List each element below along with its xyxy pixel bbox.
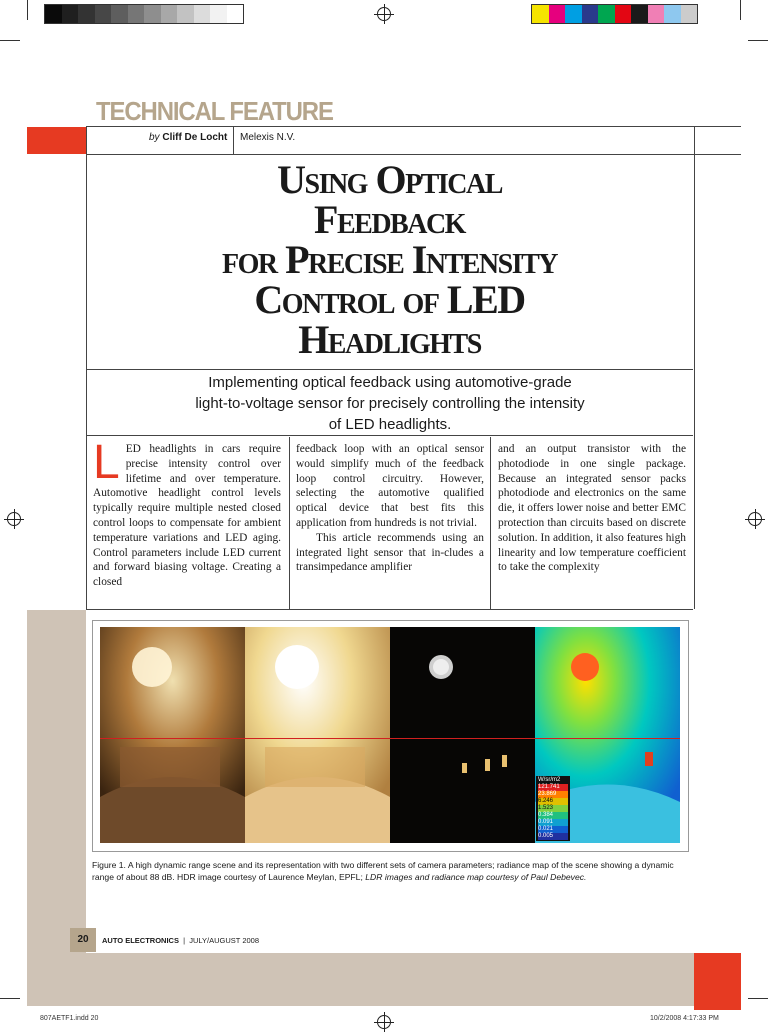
red-accent-block-top — [27, 127, 86, 154]
color-swatch — [565, 5, 582, 23]
gray-swatch — [144, 5, 161, 23]
cmyk-color-bar — [531, 4, 698, 24]
registration-mark-right — [748, 512, 762, 526]
gray-swatch — [45, 5, 62, 23]
beige-bottom-band — [27, 953, 741, 1006]
column-divider — [289, 437, 290, 609]
rule-title — [86, 369, 693, 370]
registration-mark-left — [7, 512, 21, 526]
page-number: 20 — [70, 928, 96, 952]
color-swatch — [532, 5, 549, 23]
byline-by: by — [149, 132, 160, 143]
crop-mark — [748, 998, 768, 999]
figure-panel-ldr-dark — [100, 627, 245, 843]
gray-swatch — [161, 5, 178, 23]
deck-line: light-to-voltage sensor for precisely controlling the intensity — [195, 395, 585, 412]
legend-value: 0.091 — [538, 819, 568, 826]
crop-mark — [740, 0, 741, 20]
color-swatch — [681, 5, 698, 23]
caption-credit: LDR images and radiance map courtesy of Paul Debevec. — [365, 872, 587, 882]
title-line: Control of LED — [254, 277, 525, 322]
crop-mark — [0, 998, 20, 999]
color-swatch — [549, 5, 566, 23]
byline — [149, 132, 227, 143]
article-title — [88, 157, 691, 362]
gray-swatch — [78, 5, 95, 23]
color-swatch — [598, 5, 615, 23]
body-paragraph: and an output transistor with the photodiode in one single package. Because an integrated sensor packs photodiode and electronics on the same die, it offers lower noise and better EMC protection than circuits based on discrete solution. In addition, it also features high linearity and low temperature coefficient to take the complexity — [498, 443, 686, 574]
body-column-3 — [498, 442, 686, 575]
gray-swatch — [177, 5, 194, 23]
legend-value: 23.869 — [538, 791, 568, 798]
body-column-2 — [296, 442, 484, 575]
drop-cap: L — [93, 436, 120, 489]
grayscale-color-bar — [44, 4, 244, 24]
rule-deck — [86, 435, 693, 436]
rule-body — [86, 609, 693, 610]
body-paragraph: This article recommends using an integrated light sensor that in-cludes a transimpedance amplifier — [296, 531, 484, 574]
publication-name: AUTO ELECTRONICS — [102, 936, 179, 945]
legend-value: 1.523 — [538, 805, 568, 812]
gray-swatch — [227, 5, 244, 23]
article-deck — [110, 372, 670, 435]
legend-title: W/sr/m2 — [538, 777, 561, 783]
title-line: Feedback — [314, 197, 465, 242]
figure-panel-dark-exposure — [390, 627, 535, 843]
gray-swatch — [194, 5, 211, 23]
file-slug: 807AETF1.indd 20 — [40, 1015, 99, 1022]
rule-top — [86, 126, 741, 127]
byline-affiliation: Melexis N.V. — [240, 132, 296, 143]
color-swatch — [582, 5, 599, 23]
column-divider — [490, 437, 491, 609]
legend-value: 0.384 — [538, 812, 568, 819]
crop-mark — [0, 40, 20, 41]
body-paragraph: ED headlights in cars require precise intensity control over lifetime and over temperature. Automotive headlight control levels typically require multiple nested closed control loops to compensate for ambient temperature variations and LED aging. Control parameters include LED current and forward biasing voltage. Creating a closed — [93, 443, 281, 589]
byline-divider — [233, 126, 234, 154]
caption-text: Figure 1. A high dynamic range scene and its representation with two different sets of camera parameters; radiance map of the scene showing a dynamic range of about 88 dB. HDR image courtesy of Laurence Meylan, EPFL; — [92, 860, 674, 882]
figure-panel-ldr-bright — [245, 627, 390, 843]
body-paragraph: feedback loop with an optical sensor would simplify much of the feedback loop control circuitry. However, selecting the automotive qualified optical device that best fits this application from hundreds is not trivial. — [296, 443, 484, 529]
byline-author: Cliff De Locht — [162, 132, 228, 143]
gray-swatch — [95, 5, 112, 23]
gray-swatch — [128, 5, 145, 23]
footer-separator: | — [183, 936, 186, 945]
color-swatch — [664, 5, 681, 23]
legend-value: 6.246 — [538, 798, 568, 805]
figure-caption — [92, 859, 682, 883]
legend-value: 0.005 — [538, 833, 568, 840]
color-swatch — [648, 5, 665, 23]
radiance-legend — [536, 776, 570, 841]
legend-value: 121.741 — [538, 784, 568, 791]
title-line: Headlights — [298, 317, 481, 362]
title-line: for Precise Intensity — [221, 237, 558, 282]
gray-swatch — [62, 5, 79, 23]
rule-byline — [86, 154, 741, 155]
color-swatch — [615, 5, 632, 23]
crop-mark — [27, 0, 28, 20]
legend-value: 0.021 — [538, 826, 568, 833]
color-swatch — [631, 5, 648, 23]
deck-line: Implementing optical feedback using automotive-grade — [208, 374, 572, 391]
registration-mark-bottom — [377, 1015, 391, 1029]
issue-date: JULY/AUGUST 2008 — [189, 936, 260, 945]
gray-swatch — [210, 5, 227, 23]
registration-mark-top — [377, 7, 391, 21]
title-line: Using Optical — [277, 157, 502, 202]
deck-line: of LED headlights. — [328, 416, 452, 433]
red-accent-block-bottom — [694, 953, 741, 1010]
section-label: TECHNICAL FEATURE — [96, 96, 333, 126]
timestamp-slug: 10/2/2008 4:17:33 PM — [650, 1015, 719, 1022]
scan-line-marker — [100, 738, 680, 739]
gray-swatch — [111, 5, 128, 23]
body-column-1 — [93, 436, 281, 590]
publication-footer — [102, 936, 259, 945]
crop-mark — [748, 40, 768, 41]
